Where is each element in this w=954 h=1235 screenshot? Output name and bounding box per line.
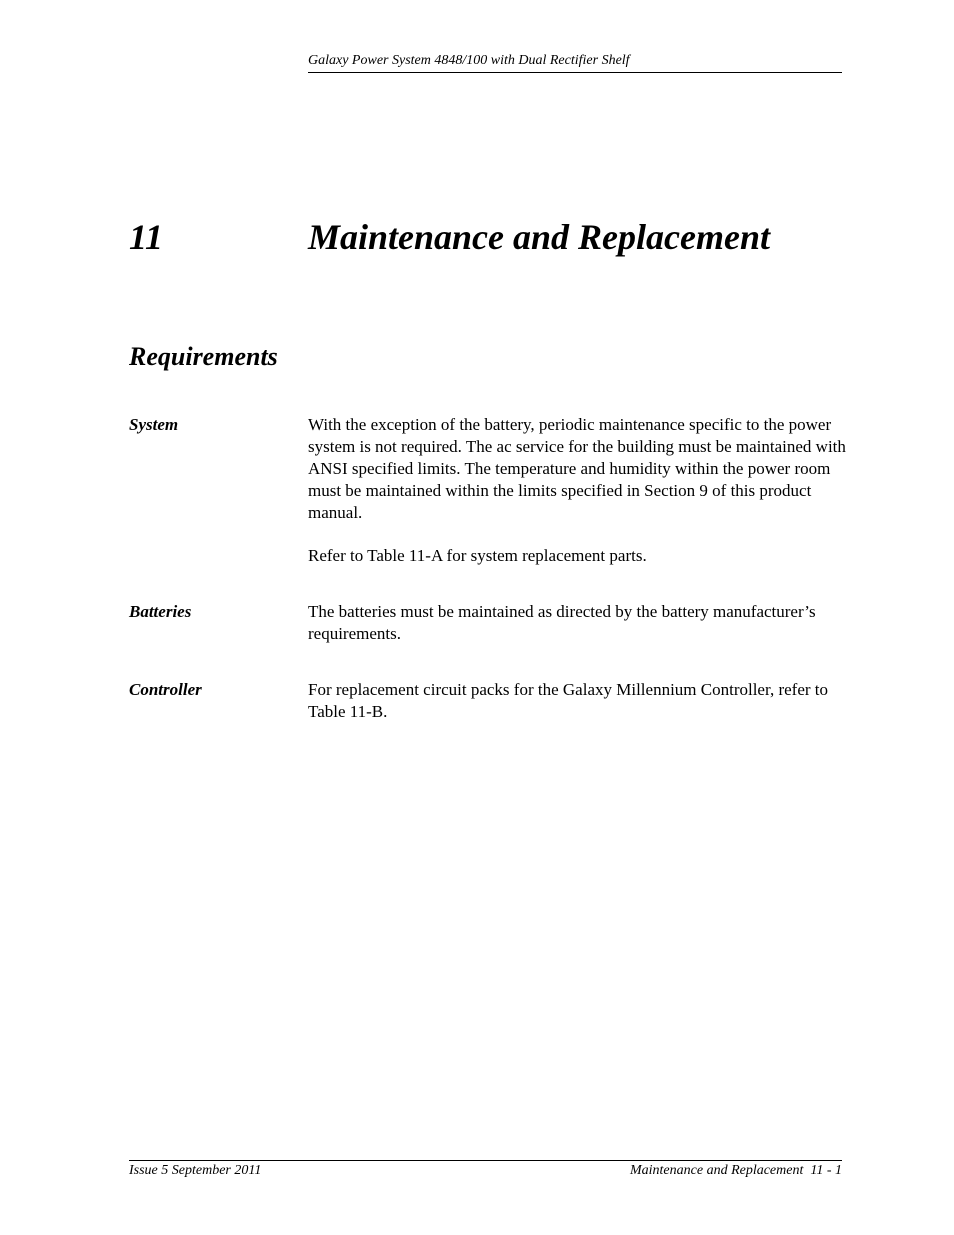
footer-issue-date: Issue 5 September 2011 <box>129 1163 262 1178</box>
system-replacement-paragraph: Refer to Table 11-A for system replacement parts. <box>308 546 647 565</box>
footer-rule <box>129 1160 842 1161</box>
system-label: System <box>129 415 179 434</box>
chapter-title: Maintenance and Replacement <box>308 217 770 257</box>
batteries-paragraph: The batteries must be maintained as directed by the battery manufacturer’s requirements. <box>308 602 816 643</box>
header-rule <box>308 72 842 73</box>
system-paragraph: With the exception of the battery, periodic maintenance specific to the power system is not required. The ac service for the building must be maintained with ANSI specified limits. The temperature and humidity within the power room must be maintained within the limits specified in Section 9 of this product manual. <box>308 415 846 522</box>
chapter-number: 11 <box>129 217 164 257</box>
controller-paragraph: For replacement circuit packs for the Galaxy Millennium Controller, refer to Table 11-B. <box>308 680 829 721</box>
running-header: Galaxy Power System 4848/100 with Dual Rectifier Shelf <box>308 53 630 68</box>
footer-page-number: Maintenance and Replacement 11 - 1 <box>629 1163 842 1178</box>
section-heading: Requirements <box>129 342 278 371</box>
batteries-label: Batteries <box>129 602 192 621</box>
controller-label: Controller <box>129 680 202 699</box>
